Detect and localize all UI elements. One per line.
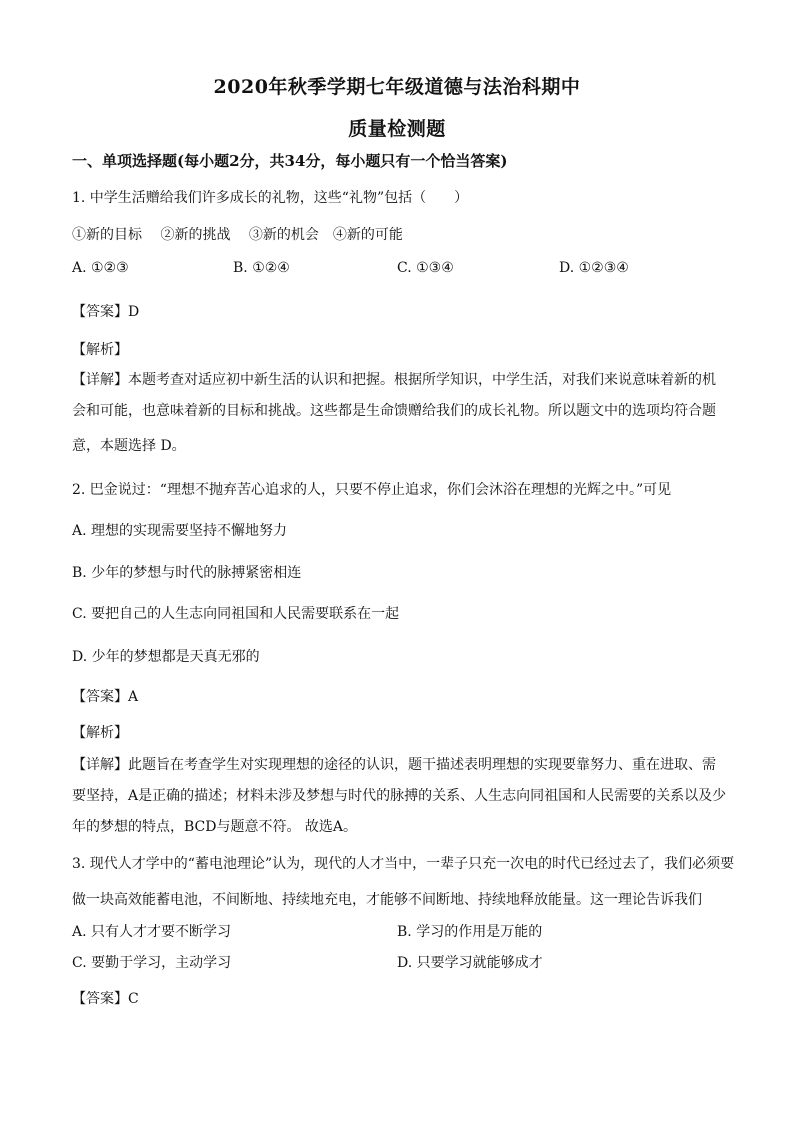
- q1-detail-line: 意，本题选择 D。: [72, 438, 186, 454]
- q1-items: ①新的目标 ②新的挑战 ③新的机会 ④新的可能: [72, 227, 403, 243]
- q3-stem-line: 做一块高效能蓄电池，不间断地、持续地充电，才能够不间断地、持续地释放能量。这一理论告诉我们: [72, 892, 702, 908]
- q3-option-a: A. 只有人才才要不断学习: [72, 924, 232, 940]
- q2-analysis-label: 【解析】: [72, 725, 128, 741]
- q3-option-d: D. 只要学习就能够成才: [397, 955, 543, 971]
- q1-option-a: A. ①②③: [72, 260, 129, 276]
- exam-title: 2020年秋季学期七年级道德与法治科期中: [213, 76, 581, 98]
- q2-option-d: D. 少年的梦想都是天真无邪的: [72, 649, 260, 665]
- q2-answer: 【答案】A: [72, 689, 139, 705]
- q1-stem: 1. 中学生活赠给我们许多成长的礼物，这些“礼物”包括（ ）: [72, 190, 469, 206]
- q2-detail-line: 要坚持，A是正确的描述；材料未涉及梦想与时代的脉搏的关系、人生志向同祖国和人民需要的关系以及少: [72, 788, 727, 804]
- q2-detail-line: 【详解】此题旨在考查学生对实现理想的途径的认识，题干描述表明理想的实现要靠努力、重在进取、需: [72, 757, 716, 773]
- q3-stem-line: 3. 现代人才学中的“蓄电池理论”认为，现代的人才当中，一辈子只充一次电的时代已经过去了，我们必须要: [72, 856, 735, 872]
- q2-option-b: B. 少年的梦想与时代的脉搏紧密相连: [72, 565, 302, 581]
- q3-answer: 【答案】C: [72, 991, 139, 1007]
- q2-detail-line: 年的梦想的特点，BCD与题意不符。 故选A。: [72, 819, 358, 835]
- q1-option-c: C. ①③④: [397, 260, 454, 276]
- q2-option-a: A. 理想的实现需要坚持不懈地努力: [72, 523, 288, 539]
- q1-answer: 【答案】D: [72, 304, 140, 320]
- q3-option-b: B. 学习的作用是万能的: [397, 924, 543, 940]
- q1-option-d: D. ①②③④: [559, 260, 629, 276]
- q2-stem: 2. 巴金说过：“理想不抛弃苦心追求的人，只要不停止追求，你们会沐浴在理想的光辉之中。”可见: [72, 482, 672, 498]
- q3-option-c: C. 要勤于学习，主动学习: [72, 955, 232, 971]
- q1-option-b: B. ①②④: [233, 260, 290, 276]
- q1-detail-line: 会和可能，也意味着新的目标和挑战。这些都是生命馈赠给我们的成长礼物。所以题文中的选项均符合题: [72, 403, 716, 419]
- q1-analysis-label: 【解析】: [72, 342, 128, 358]
- section-heading: 一、单项选择题(每小题2分，共34分，每小题只有一个恰当答案): [72, 152, 508, 170]
- q2-option-c: C. 要把自己的人生志向同祖国和人民需要联系在一起: [72, 606, 400, 622]
- q1-detail-line: 【详解】本题考查对适应初中新生活的认识和把握。根据所学知识，中学生活，对我们来说意味着新的机: [72, 372, 716, 388]
- exam-subtitle: 质量检测题: [348, 118, 446, 140]
